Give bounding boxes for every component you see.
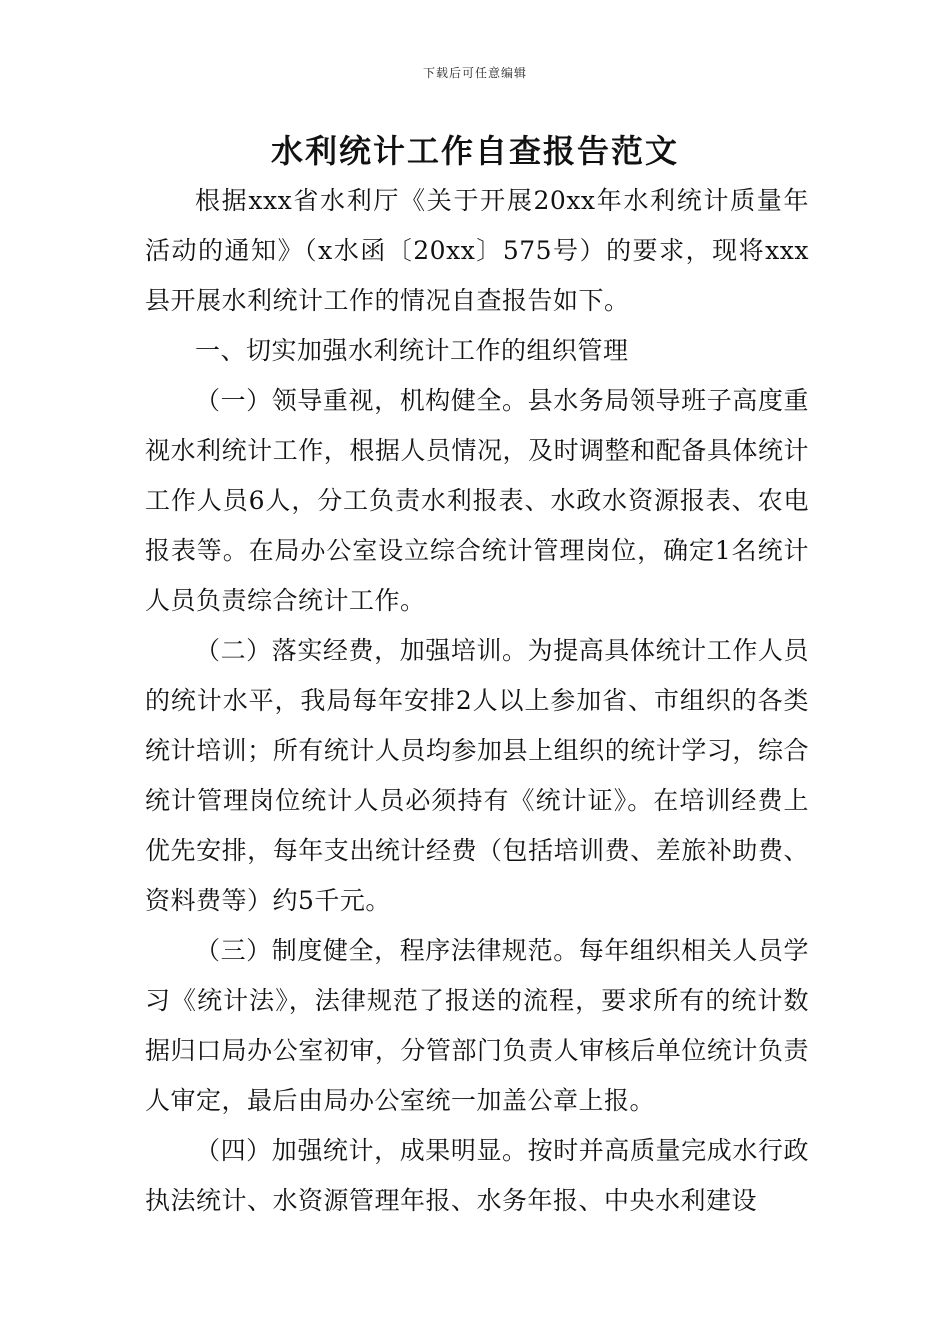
paragraph-item-4: （四）加强统计，成果明显。按时并高质量完成水行政执法统计、水资源管理年报、水务年报、中央水利建设 [145, 1136, 809, 1215]
paragraph-intro: 根据xxx省水利厅《关于开展20xx年水利统计质量年活动的通知》（x水函〔20xx〕575号）的要求，现将xxx县开展水利统计工作的情况自查报告如下。 [145, 186, 809, 315]
document-body [145, 176, 809, 1226]
paragraph-item-2: （二）落实经费，加强培训。为提高具体统计工作人员的统计水平，我局每年安排2人以上参加省、市组织的各类统计培训；所有统计人员均参加县上组织的统计学习，综合统计管理岗位统计人员必须持有《统计证》。在培训经费上优先安排，每年支出统计经费（包括培训费、差旅补助费、资料费等）约5千元。 [145, 636, 809, 915]
section-heading-1: 一、切实加强水利统计工作的组织管理 [195, 336, 629, 365]
header-note: 下载后可任意编辑 [422, 66, 527, 80]
paragraph-item-1: （一）领导重视，机构健全。县水务局领导班子高度重视水利统计工作，根据人员情况，及时调整和配备具体统计工作人员6人，分工负责水利报表、水政水资源报表、农电报表等。在局办公室设立综合统计管理岗位，确定1名统计人员负责综合统计工作。 [145, 386, 809, 615]
document-title: 水利统计工作自查报告范文 [270, 132, 679, 170]
paragraph-item-3: （三）制度健全，程序法律规范。每年组织相关人员学习《统计法》，法律规范了报送的流程，要求所有的统计数据归口局办公室初审，分管部门负责人审核后单位统计负责人审定，最后由局办公室统一加盖公章上报。 [145, 936, 809, 1115]
